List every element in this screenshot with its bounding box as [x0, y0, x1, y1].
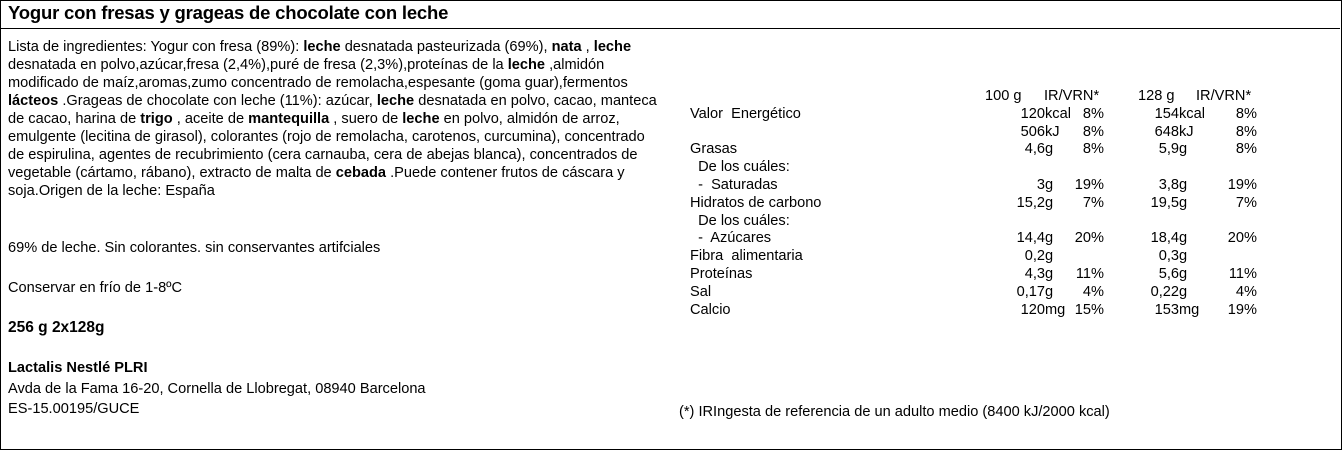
nutrition-header [690, 88, 1290, 106]
nutrition-ir128: 19% [1227, 176, 1257, 193]
ingredient-text: desnatada pasteurizada (69%), [340, 39, 552, 55]
nutrition-v128: 0,3 [1158, 248, 1179, 265]
allergen-text: nata [551, 39, 582, 55]
nutrition-u128: g [1179, 248, 1188, 265]
company-address: Avda de la Fama 16-20, Cornella de Llobregat, 08940 Barcelona [8, 381, 426, 397]
nutrition-table [690, 88, 1290, 319]
ingredient-text: Lista de ingredientes: Yogur con fresa (89%): [8, 39, 304, 55]
allergen-text: leche [303, 39, 341, 55]
ingredient-text: en polvo, almidón de arroz, emulgente (lecitina de girasol), colorantes (rojo de remolacha, carotenos, curcumina), concentrado de espirulina, agentes de recubrimiento (cera carnauba, cera de abejas blanca), concentrados de vegetable (cártamo, rábano), extracto de malta de [8, 111, 645, 181]
nutrition-ir100: 15% [1074, 301, 1104, 318]
nutrition-v100: 4,6 [1024, 141, 1045, 158]
nutrition-label: De los cuáles: [690, 212, 790, 229]
nutrition-ir100: 7% [1082, 194, 1104, 211]
nutrition-ir100: 19% [1074, 176, 1104, 193]
nutrition-row [690, 177, 1290, 195]
nutrition-u128: mg [1179, 301, 1200, 318]
nutrition-u100: mg [1045, 301, 1066, 318]
nutrition-v100: 0,17 [1016, 283, 1045, 300]
nutrition-label: Sal [690, 283, 712, 300]
header-ir-100g: IR/VRN* [1044, 88, 1100, 104]
allergen-text: leche [402, 111, 440, 127]
ingredient-text: , aceite de [172, 111, 249, 127]
allergen-text: lácteos [8, 93, 59, 109]
nutrition-ir100: 4% [1082, 283, 1104, 300]
nutrition-label: Valor Energético [690, 105, 801, 122]
nutrition-u100: kJ [1045, 123, 1060, 140]
nutrition-u128: kJ [1179, 123, 1194, 140]
claims-text: 69% de leche. Sin colorantes. sin conservantes artifciales [8, 240, 381, 256]
nutrition-label: Hidratos de carbono [690, 194, 822, 211]
nutrition-u100: g [1045, 283, 1054, 300]
nutrition-label: Calcio [690, 301, 731, 318]
nutrition-row [690, 213, 1290, 231]
nutrition-u100: g [1045, 265, 1054, 282]
title-divider [0, 28, 1340, 29]
nutrition-v128: 154 [1154, 105, 1179, 122]
nutrition-u100: g [1045, 230, 1054, 247]
nutrition-ir128: 19% [1227, 301, 1257, 318]
nutrition-row [690, 284, 1290, 302]
company-name: Lactalis Nestlé PLRI [8, 360, 148, 376]
ingredient-text: .Grageas de chocolate con leche (11%): azúcar, [58, 93, 377, 109]
header-ir-128g: IR/VRN* [1196, 88, 1252, 104]
nutrition-ir100: 8% [1082, 141, 1104, 158]
nutrition-v100: 15,2 [1016, 194, 1045, 211]
ingredient-text: ,almidón modificado de maíz,aromas,zumo concentrado de remolacha,espesante (goma guar),fermentos [8, 57, 628, 91]
nutrition-label: - Saturadas [690, 176, 778, 193]
allergen-text: leche [593, 39, 632, 55]
nutrition-u100: g [1045, 176, 1054, 193]
nutrition-ir100: 20% [1074, 230, 1104, 247]
nutrition-label: - Azúcares [690, 230, 772, 247]
nutrition-v128: 0,22 [1150, 283, 1179, 300]
header-per-100g: 100 g [985, 88, 1022, 104]
nutrition-label: Grasas [690, 141, 738, 158]
nutrition-ir100: 8% [1082, 123, 1104, 140]
nutrition-v100: 4,3 [1024, 265, 1045, 282]
ingredient-text: , suero de [329, 111, 403, 127]
ingredient-text: , [581, 39, 594, 55]
nutrition-u100: g [1045, 194, 1054, 211]
nutrition-row [690, 124, 1290, 142]
ingredient-text: .Puede contener frutos de cáscara y soja.Origen de la leche: España [8, 165, 625, 199]
nutrition-v128: 5,9 [1158, 141, 1179, 158]
nutrition-v100: 120 [1020, 301, 1045, 318]
nutrition-v128: 18,4 [1150, 230, 1179, 247]
nutrition-row [690, 159, 1290, 177]
nutrition-label: De los cuáles: [690, 159, 790, 176]
allergen-text: leche [507, 57, 546, 73]
product-title: Yogur con fresas y grageas de chocolate con leche [8, 2, 449, 23]
nutrition-v100: 3 [1036, 176, 1045, 193]
storage-text: Conservar en frío de 1-8ºC [8, 280, 183, 296]
nutrition-label: Proteínas [690, 265, 753, 282]
allergen-text: leche [376, 93, 415, 109]
nutrition-v100: 0,2 [1024, 248, 1045, 265]
nutrition-ir128: 7% [1235, 194, 1257, 211]
nutrition-ir128: 20% [1227, 230, 1257, 247]
nutrition-u128: kcal [1179, 105, 1205, 122]
nutrition-row [690, 248, 1290, 266]
nutrition-row [690, 230, 1290, 248]
reference-footnote: (*) IRIngesta de referencia de un adulto medio (8400 kJ/2000 kcal) [679, 404, 1110, 420]
nutrition-row [690, 266, 1290, 284]
nutrition-ir128: 11% [1228, 265, 1257, 282]
nutrition-row [690, 141, 1290, 159]
ingredients-list [8, 38, 658, 200]
nutrition-v128: 3,8 [1158, 176, 1179, 193]
nutrition-ir128: 8% [1235, 123, 1257, 140]
nutrition-v128: 648 [1154, 123, 1179, 140]
nutrition-u128: g [1179, 141, 1188, 158]
nutrition-v100: 14,4 [1016, 230, 1045, 247]
nutrition-row [690, 302, 1290, 320]
nutrition-row [690, 106, 1290, 124]
nutrition-u128: g [1179, 230, 1188, 247]
nutrition-u100: g [1045, 248, 1054, 265]
nutrition-row [690, 195, 1290, 213]
nutrition-v128: 19,5 [1150, 194, 1179, 211]
nutrition-label: Fibra alimentaria [690, 248, 803, 265]
nutrition-v100: 506 [1020, 123, 1045, 140]
nutrition-ir128: 8% [1235, 141, 1257, 158]
nutrition-ir100: 8% [1082, 105, 1104, 122]
registry-code: ES-15.00195/GUCE [8, 401, 140, 417]
nutrition-u128: g [1179, 176, 1188, 193]
nutrition-u128: g [1179, 194, 1188, 211]
nutrition-ir100: 11% [1075, 265, 1104, 282]
allergen-text: mantequilla [248, 111, 330, 127]
nutrition-u100: g [1045, 141, 1054, 158]
nutrition-v100: 120 [1020, 105, 1045, 122]
ingredient-text: desnatada en polvo, cacao, manteca de cacao, harina de [8, 93, 657, 127]
allergen-text: trigo [140, 111, 173, 127]
net-weight: 256 g 2x128g [8, 319, 105, 336]
nutrition-u128: g [1179, 283, 1188, 300]
ingredient-text: desnatada en polvo,azúcar,fresa (2,4%),puré de fresa (2,3%),proteínas de la [8, 57, 508, 73]
nutrition-ir128: 4% [1235, 283, 1257, 300]
nutrition-v128: 153 [1154, 301, 1179, 318]
allergen-text: cebada [335, 165, 387, 181]
nutrition-u128: g [1179, 265, 1188, 282]
nutrition-v128: 5,6 [1158, 265, 1179, 282]
nutrition-ir128: 8% [1235, 105, 1257, 122]
nutrition-u100: kcal [1045, 105, 1071, 122]
header-per-128g: 128 g [1138, 88, 1175, 104]
